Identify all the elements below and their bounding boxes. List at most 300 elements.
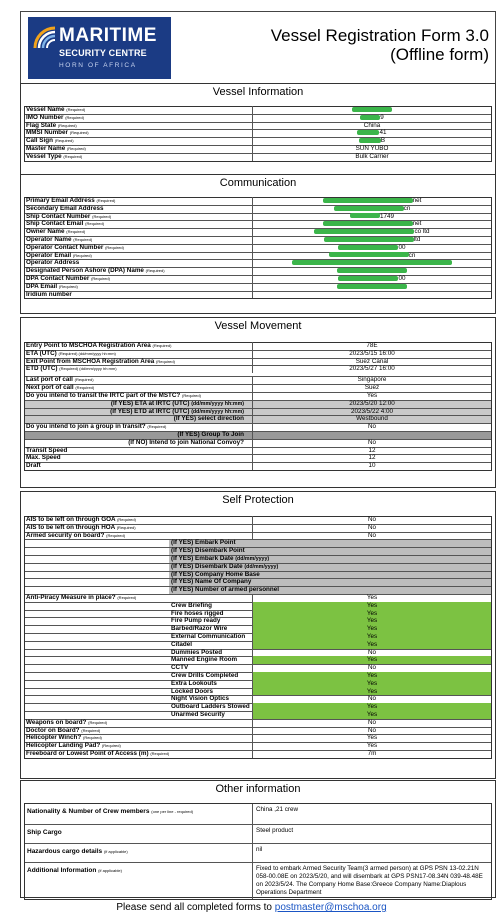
field-value[interactable] (252, 742, 491, 750)
redaction-mark (323, 221, 413, 226)
field-label (26, 114, 84, 122)
field-label (26, 197, 115, 205)
field-value[interactable] (252, 423, 491, 431)
field-value-text: No (367, 523, 377, 531)
field-label-text: (If YES) Embark Point (171, 539, 236, 547)
field-label (26, 122, 77, 130)
field-label-text: Entry Point to MSCHOA Registration Area (26, 342, 151, 349)
field-value[interactable] (252, 129, 491, 137)
field-value[interactable] (252, 641, 491, 649)
table-row (25, 384, 491, 392)
field-required-note: (Required) (54, 138, 74, 144)
field-value[interactable] (252, 688, 491, 696)
field-value[interactable] (252, 454, 491, 462)
field-value-text: 00 (398, 243, 406, 251)
field-value-text: Yes (366, 679, 378, 687)
field-required-note: (Required) (147, 424, 167, 430)
field-value-text: Yes (366, 593, 378, 601)
field-label-text: (If YES) select direction (173, 415, 244, 423)
field-label (26, 365, 117, 373)
field-label (26, 392, 201, 400)
table-row (25, 153, 491, 161)
table-row (25, 462, 491, 470)
field-label (26, 213, 111, 221)
field-label (171, 586, 279, 594)
field-value[interactable]: Steel product (252, 825, 491, 843)
field-label-text: Fire hoses rigged (171, 609, 224, 617)
table-row (25, 843, 491, 862)
field-label-text: (If YES) Name Of Company (171, 578, 252, 586)
table-row (25, 198, 491, 205)
field-required-note: (Required) (73, 236, 93, 242)
field-value[interactable] (252, 384, 491, 392)
field-required-note: (Required) (81, 727, 101, 733)
field-label-text: Helicopter Winch? (26, 734, 82, 742)
table-row (25, 727, 491, 735)
field-value[interactable] (252, 153, 491, 161)
field-value-text: Yes (366, 734, 378, 742)
field-value[interactable] (252, 711, 491, 719)
field-label (26, 719, 107, 727)
field-value[interactable] (252, 727, 491, 735)
field-value-text: 12 (368, 446, 376, 454)
field-value[interactable] (252, 656, 491, 664)
field-value-text: net (412, 220, 422, 228)
field-value-text: 12 (368, 454, 376, 462)
redaction-mark (338, 276, 398, 281)
field-label (26, 742, 121, 750)
table-row (25, 447, 491, 455)
redaction-mark (324, 237, 414, 242)
field-label-text: Dummies Posted (171, 648, 223, 656)
field-value[interactable]: nil (252, 844, 491, 862)
field-value-text: Yes (366, 391, 378, 399)
field-value[interactable] (252, 244, 491, 252)
field-value-text: No (367, 516, 377, 523)
field-value-text: cn (403, 204, 411, 212)
self-protection-section (20, 491, 496, 779)
field-label-text: Draft (26, 462, 41, 470)
table-row (25, 711, 491, 719)
field-label (171, 711, 225, 719)
field-label (171, 610, 224, 618)
redaction-mark (357, 130, 379, 135)
field-value[interactable] (252, 633, 491, 641)
field-value-text: No (367, 648, 377, 656)
field-label (27, 808, 193, 816)
field-label (26, 205, 103, 213)
field-value[interactable] (252, 106, 491, 114)
field-required-note: (Required) (150, 750, 170, 756)
field-label-text: Last port of call (26, 376, 73, 384)
field-required-note: (Required) (66, 229, 86, 235)
field-value[interactable] (252, 236, 491, 244)
field-label (25, 400, 244, 408)
footer-text: Please send all completed forms to (116, 902, 272, 913)
field-label-text: Citadel (171, 640, 192, 648)
field-label-text: Operator Email (26, 251, 72, 259)
table-row (25, 283, 491, 291)
table-row (25, 454, 491, 462)
field-label (171, 602, 212, 610)
field-label (171, 672, 238, 680)
field-label (27, 867, 122, 875)
field-label-text: DPA Contact Number (26, 274, 90, 282)
table-row (25, 824, 491, 843)
field-value-text: Bulk Carrier (355, 152, 389, 160)
field-value[interactable] (252, 617, 491, 625)
field-label-text: CCTV (171, 664, 189, 672)
field-label (171, 571, 260, 579)
field-value[interactable] (252, 137, 491, 145)
field-value[interactable] (252, 703, 491, 711)
field-value[interactable] (252, 447, 491, 455)
field-label (26, 145, 86, 153)
field-required-note: (Required) (156, 358, 175, 364)
field-value[interactable] (252, 259, 491, 267)
field-required-note: (Required) (66, 145, 86, 151)
redaction-mark (337, 284, 407, 289)
field-value-text: Yes (366, 632, 378, 640)
field-value-text: Yes (366, 671, 378, 679)
table-row (25, 742, 491, 750)
table-row (25, 633, 491, 641)
table-row (25, 532, 491, 540)
field-value[interactable]: China ,21 crew (252, 804, 491, 824)
field-value-text: Yes (366, 656, 378, 664)
field-value[interactable] (252, 350, 491, 358)
field-label (27, 848, 128, 856)
field-value-text: No (367, 695, 377, 703)
field-label-text: Do you intend to transit the IRTC part of the MSTC? (26, 391, 181, 399)
field-label (26, 423, 166, 431)
field-label (26, 342, 171, 350)
field-label-text: Call Sign (26, 137, 53, 145)
field-value[interactable] (252, 532, 491, 540)
field-label (26, 524, 136, 532)
section-title: Vessel Movement (214, 320, 302, 332)
field-value[interactable] (252, 602, 491, 610)
field-value[interactable] (252, 750, 491, 758)
field-label (171, 578, 251, 586)
field-value[interactable] (252, 267, 491, 275)
field-label (27, 829, 62, 837)
field-label (171, 563, 278, 571)
section-title: Self Protection (222, 494, 294, 506)
field-label (26, 283, 78, 291)
table-row (25, 129, 491, 137)
table-row (25, 252, 491, 260)
field-value-text: 2023/5/15 16:00 (349, 349, 395, 357)
table-row (25, 358, 491, 366)
vessel-information-table (24, 106, 492, 162)
field-value-text: Yes (366, 617, 378, 625)
field-required-note: (Required) (106, 532, 126, 538)
logo-line3: HORN OF AFRICA (59, 62, 137, 69)
field-value-text: B (380, 137, 386, 145)
field-value[interactable] (252, 213, 491, 221)
field-label (26, 153, 82, 161)
field-value[interactable] (252, 431, 491, 439)
field-label (26, 358, 175, 366)
field-value[interactable] (252, 625, 491, 633)
field-value[interactable] (252, 516, 491, 524)
field-label (171, 680, 217, 688)
field-value[interactable]: Fixed to embark Armed Security Team(3 armed person) at GPS PSN 13-02.21N 058-00.08E on 2023/5/20, and will disembark at GPS PSN17-08.34N 039-48.48E on 2023/5/24. The Company Home Base:Greece Company Name:Diaplous Operations Department (252, 863, 491, 899)
field-label (171, 649, 222, 657)
field-label-text: Locked Doors (171, 687, 213, 695)
communication-section (20, 174, 496, 314)
table-row (25, 610, 491, 618)
table-row (25, 350, 491, 358)
field-value-text: 2023/5/20 12:00 (349, 399, 395, 407)
mschoa-logo (28, 17, 171, 79)
field-required-note: (Required) (152, 343, 172, 348)
field-label (26, 106, 85, 114)
field-value-text: 78E (366, 342, 378, 349)
field-label-text: Max. Speed (26, 454, 61, 462)
redaction-mark (314, 229, 414, 234)
field-value-text: No (367, 664, 377, 672)
field-value[interactable] (252, 610, 491, 618)
logo-line2: SECURITY CENTRE (59, 48, 147, 58)
redaction-mark (360, 115, 380, 120)
table-row (25, 524, 491, 532)
field-label-text: Manned Engine Room (171, 656, 238, 664)
field-value-text: Westbound (356, 415, 388, 423)
logo-swirl-icon (32, 22, 60, 74)
field-required-note: (Required) (117, 594, 137, 600)
field-value[interactable] (252, 392, 491, 400)
field-value[interactable] (252, 664, 491, 672)
field-value-text: Yes (366, 687, 378, 695)
vessel-information-section (20, 83, 496, 176)
field-required-note: (if applicable) (98, 868, 122, 873)
field-label-text: Weapons on board? (26, 718, 87, 726)
field-label (171, 656, 237, 664)
logo-line1: MARITIME (59, 25, 157, 46)
field-value[interactable] (252, 114, 491, 122)
field-label (26, 350, 116, 358)
table-row (25, 555, 491, 563)
field-label-text: Extra Lookouts (171, 679, 217, 687)
field-value[interactable] (252, 734, 491, 742)
field-label (26, 734, 102, 742)
field-label (26, 532, 125, 540)
field-label-text: (If YES) Embark Date (171, 554, 234, 562)
table-row (25, 617, 491, 625)
field-label (171, 617, 220, 625)
table-row (25, 539, 491, 547)
field-label (26, 244, 124, 252)
form-title-line2: (Offline form) (390, 45, 489, 64)
field-value[interactable] (252, 228, 491, 236)
form-title (271, 26, 489, 64)
field-required-note: (dd/mm/yyyy) (235, 555, 270, 562)
field-value[interactable] (252, 197, 491, 205)
field-value[interactable] (252, 358, 491, 366)
field-value-text: Suez Canal (355, 357, 389, 365)
table-row (25, 517, 491, 524)
field-value[interactable] (252, 672, 491, 680)
field-required-note: (Required) (66, 107, 86, 112)
field-required-note: (Required) (88, 719, 108, 725)
field-required-note: (Required) (82, 735, 102, 741)
field-label (26, 129, 89, 137)
field-value[interactable] (252, 415, 491, 423)
field-value[interactable] (252, 649, 491, 657)
field-label (26, 228, 85, 236)
field-value-text: 7m (367, 749, 377, 757)
field-value-text: No (367, 423, 377, 431)
table-row (25, 244, 491, 252)
table-row (25, 750, 491, 758)
field-label (25, 439, 244, 447)
table-row (25, 578, 491, 586)
field-label-text: (If YES) Company Home Base (171, 570, 260, 578)
table-row (25, 267, 491, 275)
table-row (25, 602, 491, 610)
field-label (26, 750, 169, 758)
field-value[interactable] (252, 376, 491, 384)
field-label-text: Anti-Piracy Measure in place? (26, 593, 116, 601)
field-value-text: No (367, 531, 377, 539)
field-value[interactable] (252, 400, 491, 408)
field-required-note: (Required) (145, 268, 165, 274)
field-value-text: China (363, 121, 381, 129)
field-value[interactable] (252, 291, 491, 299)
field-label (171, 688, 213, 696)
table-row (25, 734, 491, 742)
field-value[interactable] (252, 408, 491, 416)
field-label-text: Armed security on board? (26, 531, 105, 539)
field-label-text: Barbed/Razor Wire (171, 625, 228, 633)
field-value[interactable] (252, 439, 491, 447)
field-required-note: (Required) (182, 392, 201, 398)
table-row (25, 680, 491, 688)
section-title: Communication (219, 177, 297, 189)
field-value[interactable] (252, 680, 491, 688)
field-label-text: Vessel Type (26, 152, 62, 160)
field-label-text: External Communication (171, 632, 246, 640)
field-value-text: Yes (366, 640, 378, 648)
field-label (25, 415, 244, 423)
field-value-text: net (412, 197, 422, 204)
field-label-text: Secondary Email Address (26, 204, 104, 212)
footer-email-link[interactable]: postmaster@mschoa.org (274, 902, 387, 913)
table-row (25, 213, 491, 221)
field-label-text: Flag State (26, 121, 57, 129)
table-row (25, 205, 491, 213)
table-row (25, 415, 491, 423)
redaction-mark (329, 252, 409, 257)
field-value-text: 2023/5/22 4:00 (350, 407, 394, 415)
redaction-mark (359, 138, 381, 143)
field-label-text: Owner Name (26, 228, 65, 236)
field-required-note: (dd/mm/yyyy) (244, 563, 279, 570)
field-required-note: (Required) (74, 377, 94, 383)
field-value[interactable] (252, 283, 491, 291)
field-value-text: No (367, 718, 377, 726)
field-label-text: Transit Speed (26, 446, 68, 454)
table-row (25, 145, 491, 153)
field-value[interactable] (252, 462, 491, 470)
field-value[interactable] (252, 275, 491, 283)
field-label-text: (If YES) Group To Join (177, 430, 244, 438)
form-title-line1: Vessel Registration Form 3.0 (270, 26, 489, 45)
table-row (25, 343, 491, 350)
field-required-note: (one per line - required) (151, 809, 194, 814)
field-required-note: (Required) (65, 114, 85, 120)
field-label-text: Operator Address (26, 259, 80, 267)
field-label-text: Fire Pump ready (171, 617, 221, 625)
field-label-text: Ship Contact Email (26, 220, 84, 228)
table-row (25, 672, 491, 680)
field-label-text: IMO Number (26, 113, 64, 121)
field-value[interactable] (252, 220, 491, 228)
field-value[interactable] (252, 695, 491, 703)
other-information-section (20, 780, 496, 898)
field-label (26, 462, 41, 470)
table-row (25, 719, 491, 727)
field-label (26, 384, 94, 392)
field-label (26, 727, 100, 735)
field-label-text: AIS to be left on through GOA (26, 516, 116, 523)
field-label-text: Nationality & Number of Crew members (27, 808, 150, 815)
redaction-mark (338, 245, 398, 250)
field-label-text: Additional Information (27, 867, 97, 874)
field-value[interactable] (252, 122, 491, 130)
field-value[interactable] (252, 145, 491, 153)
field-label-text: Outboard Ladders Stowed (171, 703, 250, 711)
field-value[interactable] (252, 252, 491, 260)
field-label (171, 703, 250, 711)
table-row (25, 107, 491, 114)
field-required-note: (Required) (dd/mm/yyyy hh:mm) (59, 366, 117, 372)
field-value[interactable] (252, 719, 491, 727)
table-row (25, 656, 491, 664)
redaction-mark (323, 198, 413, 203)
field-value[interactable] (252, 524, 491, 532)
table-row (25, 439, 491, 447)
table-row (25, 228, 491, 236)
field-value[interactable] (252, 594, 491, 602)
field-value-text: Yes (366, 742, 378, 750)
field-value-text: Singapore (357, 376, 387, 384)
other-information-table (24, 803, 492, 900)
field-label-text: MMSI Number (26, 129, 68, 137)
table-row (25, 431, 491, 439)
field-required-note: (dd/mm/yyyy hh:mm) (191, 400, 244, 407)
field-value[interactable] (252, 365, 491, 373)
field-label-text: Designated Person Ashore (DPA) Name (26, 267, 144, 275)
field-label-text: (If YES) Disembark Point (171, 547, 245, 555)
vessel-movement-table (24, 342, 492, 471)
field-label-text: Next port of call (26, 384, 74, 392)
field-label-text: (If YES) ETA at IRTC (UTC) (110, 399, 190, 407)
table-row (25, 423, 491, 431)
field-label (26, 291, 72, 299)
field-required-note: (Required) (75, 385, 95, 391)
redaction-mark (352, 107, 392, 112)
self-protection-table (24, 516, 492, 759)
redaction-mark (350, 213, 380, 218)
field-value[interactable] (252, 205, 491, 213)
field-required-note: (Required) (69, 130, 89, 136)
field-value-text: 41 (379, 129, 387, 137)
field-value-text: co ltd (414, 228, 430, 236)
field-value[interactable] (252, 342, 491, 350)
